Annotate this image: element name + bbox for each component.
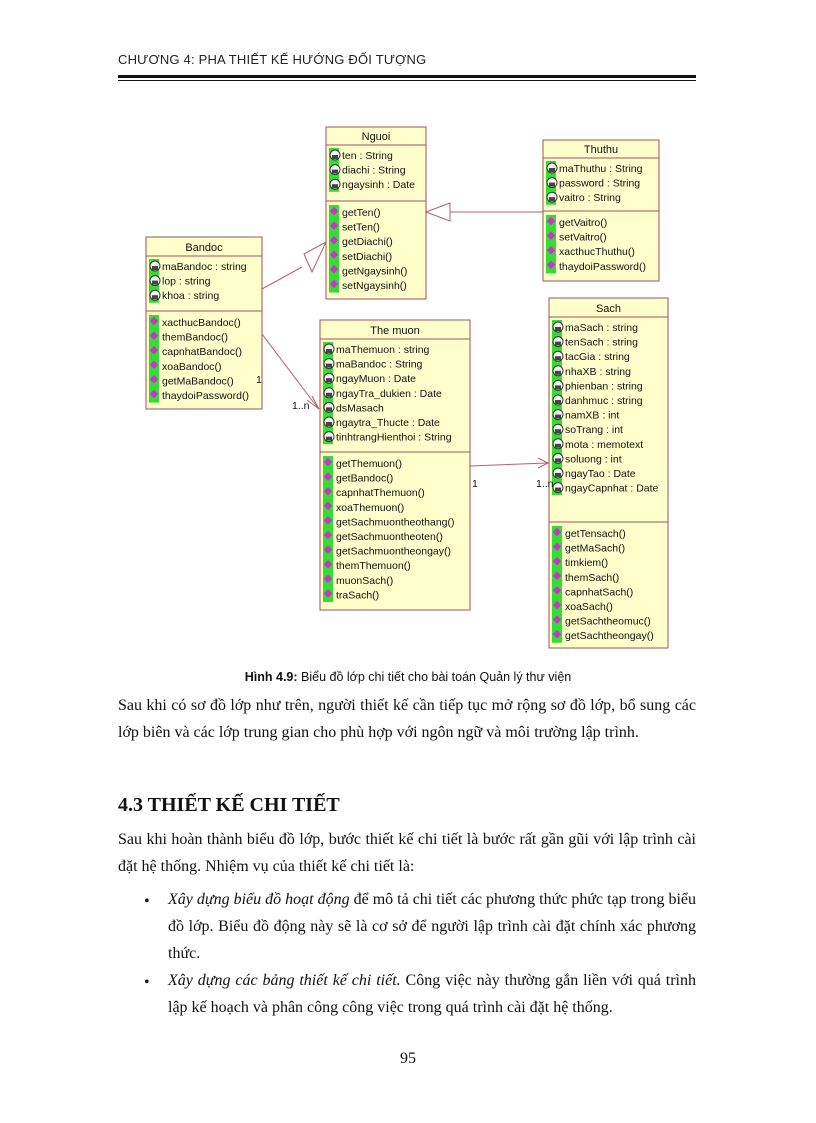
method: getSachmuontheoten() bbox=[336, 531, 443, 543]
attribute-icon bbox=[326, 422, 332, 426]
class-name: The muon bbox=[370, 325, 420, 337]
method: muonSach() bbox=[336, 574, 394, 587]
attribute: password : String bbox=[559, 177, 641, 190]
class-name: Nguoi bbox=[361, 131, 391, 143]
method: getMaBandoc() bbox=[162, 375, 234, 388]
method: setVaitro() bbox=[559, 231, 607, 244]
multiplicity-themuon-from-bandoc: 1..n bbox=[292, 400, 310, 412]
attribute-icon bbox=[326, 349, 332, 353]
method: capnhatBandoc() bbox=[162, 346, 242, 359]
paragraph-after-figure: Sau khi có sơ đồ lớp như trên, người thiết kế cần tiếp tục mở rộng sơ đồ lớp, bổ sung các lớp biên và các lớp trung gian cho phù hợp với ngôn ngữ và môi trường lập trình. bbox=[118, 697, 696, 741]
method: capnhatSach() bbox=[565, 586, 634, 599]
generalization-arrowhead bbox=[304, 242, 326, 272]
method: getSachmuontheothang() bbox=[336, 516, 455, 529]
attribute-icon bbox=[332, 170, 338, 174]
attribute-icon bbox=[152, 295, 158, 299]
diagram-classes bbox=[146, 127, 668, 648]
method: getSachtheomuc() bbox=[565, 615, 651, 628]
generalization-line bbox=[262, 267, 302, 289]
attribute: soluong : int bbox=[565, 453, 622, 466]
attribute: dsMasach bbox=[336, 402, 384, 415]
method: getThemuon() bbox=[336, 458, 402, 470]
method: xacthucThuthu() bbox=[559, 246, 635, 259]
attribute-icon bbox=[326, 393, 332, 397]
method: timkiem() bbox=[565, 557, 609, 570]
bullet-emphasis: Xây dựng biểu đồ hoạt động bbox=[168, 891, 350, 908]
figure-caption bbox=[0, 670, 816, 684]
method: xoaThemuon() bbox=[336, 501, 405, 514]
attribute: mota : memotext bbox=[565, 438, 644, 451]
attribute-icon bbox=[326, 364, 332, 368]
method: getSachtheongay() bbox=[565, 630, 654, 643]
bullet-text: để mô tả chi tiết các phương thức phức tạp trong biểu đồ lớp. Biểu đồ động này sẽ là cơ sở để người lập trình cài đặt chính xác phương thức. bbox=[168, 891, 697, 962]
attribute: ngayCapnhat : Date bbox=[565, 482, 659, 495]
bullet-dot: • bbox=[144, 974, 150, 991]
attribute: tinhtrangHienthoi : String bbox=[336, 431, 452, 444]
attribute-icon bbox=[555, 415, 561, 419]
method: xacthucBandoc() bbox=[162, 317, 241, 329]
attribute: tenSach : string bbox=[565, 336, 638, 349]
attribute: maBandoc : string bbox=[162, 261, 247, 273]
method: thaydoiPassword() bbox=[559, 260, 646, 273]
attribute-icon bbox=[326, 378, 332, 382]
method: setDiachi() bbox=[342, 250, 393, 263]
method: getTen() bbox=[342, 207, 381, 219]
attribute-icon bbox=[555, 356, 561, 360]
generalization-arrowhead bbox=[426, 203, 450, 221]
multiplicity-themuon-end: 1 bbox=[472, 478, 478, 490]
method: setNgaysinh() bbox=[342, 280, 407, 292]
attribute-icon bbox=[555, 429, 561, 433]
attribute: maThemuon : string bbox=[336, 344, 430, 356]
chapter-header: CHƯƠNG 4: PHA THIẾT KẾ HƯỚNG ĐỐI TƯỢNG bbox=[118, 52, 427, 67]
class-nguoi bbox=[326, 127, 426, 299]
method-gutter bbox=[329, 205, 339, 293]
attribute-icon bbox=[332, 155, 338, 159]
class-thuthu bbox=[543, 140, 659, 281]
bullet-text: Công việc này thường gắn liền với quá trình lập kế hoạch và phân công công việc trong quá trình cài đặt hệ thống. bbox=[168, 972, 696, 1016]
attribute: vaitro : String bbox=[559, 192, 621, 205]
attribute: soTrang : int bbox=[565, 424, 623, 437]
page-number: 95 bbox=[400, 1050, 416, 1067]
multiplicity-sach-end: 1..n bbox=[536, 478, 554, 490]
attribute: nhaXB : string bbox=[565, 365, 631, 378]
method-gutter bbox=[149, 315, 159, 403]
attribute: ngayMuon : Date bbox=[336, 373, 416, 386]
bullet-item bbox=[168, 886, 696, 967]
class-name: Thuthu bbox=[583, 144, 619, 156]
paragraph-intro: Sau khi hoàn thành biểu đồ lớp, bước thiết kế chi tiết là bước rất gần gũi với lập trình cài đặt hệ thống. Nhiệm vụ của thiết kế chi tiết là: bbox=[118, 831, 696, 875]
attribute: ngayTra_dukien : Date bbox=[336, 387, 442, 400]
attribute-icon bbox=[555, 327, 561, 331]
attribute-icon bbox=[555, 342, 561, 346]
method: getBandoc() bbox=[336, 472, 394, 485]
attribute: ngayTao : Date bbox=[565, 468, 636, 480]
association-line bbox=[262, 334, 318, 408]
attribute: danhmuc : string bbox=[565, 395, 643, 407]
attribute-icon bbox=[555, 400, 561, 404]
method: themBandoc() bbox=[162, 331, 228, 344]
method: getNgaysinh() bbox=[342, 265, 408, 278]
association-line bbox=[470, 463, 547, 466]
attribute-icon bbox=[326, 437, 332, 441]
class-name: Sach bbox=[595, 303, 622, 315]
attribute-icon bbox=[332, 184, 338, 188]
attribute-icon bbox=[555, 444, 561, 448]
method: traSach() bbox=[336, 589, 380, 602]
attribute-icon bbox=[549, 168, 555, 172]
method: themThemuon() bbox=[336, 560, 411, 573]
attribute-icon bbox=[549, 197, 555, 201]
caption-text: Biểu đồ lớp chi tiết cho bài toán Quản lý thư viện bbox=[297, 670, 572, 684]
class-name: Bandoc bbox=[185, 242, 223, 254]
method: getSachmuontheongay() bbox=[336, 545, 451, 558]
caption-label: Hình 4.9: bbox=[244, 670, 298, 684]
attribute-icon bbox=[152, 266, 158, 270]
attribute-icon bbox=[152, 281, 158, 285]
class-the-muon bbox=[320, 320, 470, 610]
method: themSach() bbox=[565, 571, 620, 584]
attribute-icon bbox=[326, 407, 332, 411]
attribute: maBandoc : String bbox=[336, 358, 423, 371]
attribute-icon bbox=[555, 371, 561, 375]
attribute: lop : string bbox=[162, 275, 211, 288]
bullet-emphasis: Xây dựng các bảng thiết kế chi tiết. bbox=[168, 972, 401, 989]
attribute: diachi : String bbox=[342, 164, 406, 177]
class-bandoc bbox=[146, 237, 262, 409]
attribute: ngaytra_Thucte : Date bbox=[336, 417, 440, 429]
method: capnhatThemuon() bbox=[336, 487, 425, 500]
attribute-icon bbox=[555, 473, 561, 477]
method: setTen() bbox=[342, 221, 380, 234]
attribute: maSach : string bbox=[565, 322, 638, 334]
bullet-item bbox=[168, 967, 696, 1021]
method: getMaSach() bbox=[565, 542, 626, 555]
attribute: ngaysinh : Date bbox=[342, 179, 415, 192]
method: thaydoiPassword() bbox=[162, 390, 249, 402]
multiplicity-bandoc-end: 1 bbox=[256, 374, 262, 386]
bullet-dot: • bbox=[144, 893, 150, 910]
attribute: tacGia : string bbox=[565, 351, 630, 364]
attribute-icon bbox=[549, 183, 555, 187]
method: xoaBandoc() bbox=[162, 360, 222, 373]
method: getVaitro() bbox=[559, 217, 608, 229]
attribute: phienban : string bbox=[565, 380, 643, 393]
section-heading: 4.3 THIẾT KẾ CHI TIẾT bbox=[118, 794, 340, 816]
attribute-icon bbox=[555, 488, 561, 492]
attribute-icon bbox=[555, 458, 561, 462]
attribute: khoa : string bbox=[162, 290, 220, 303]
attribute: maThuthu : String bbox=[559, 163, 643, 175]
attribute: ten : String bbox=[342, 150, 393, 162]
method: getDiachi() bbox=[342, 236, 393, 249]
attribute: namXB : int bbox=[565, 409, 620, 422]
method: getTensach() bbox=[565, 528, 626, 540]
attribute-icon bbox=[555, 385, 561, 389]
class-sach bbox=[549, 298, 668, 648]
method: xoaSach() bbox=[565, 601, 613, 613]
